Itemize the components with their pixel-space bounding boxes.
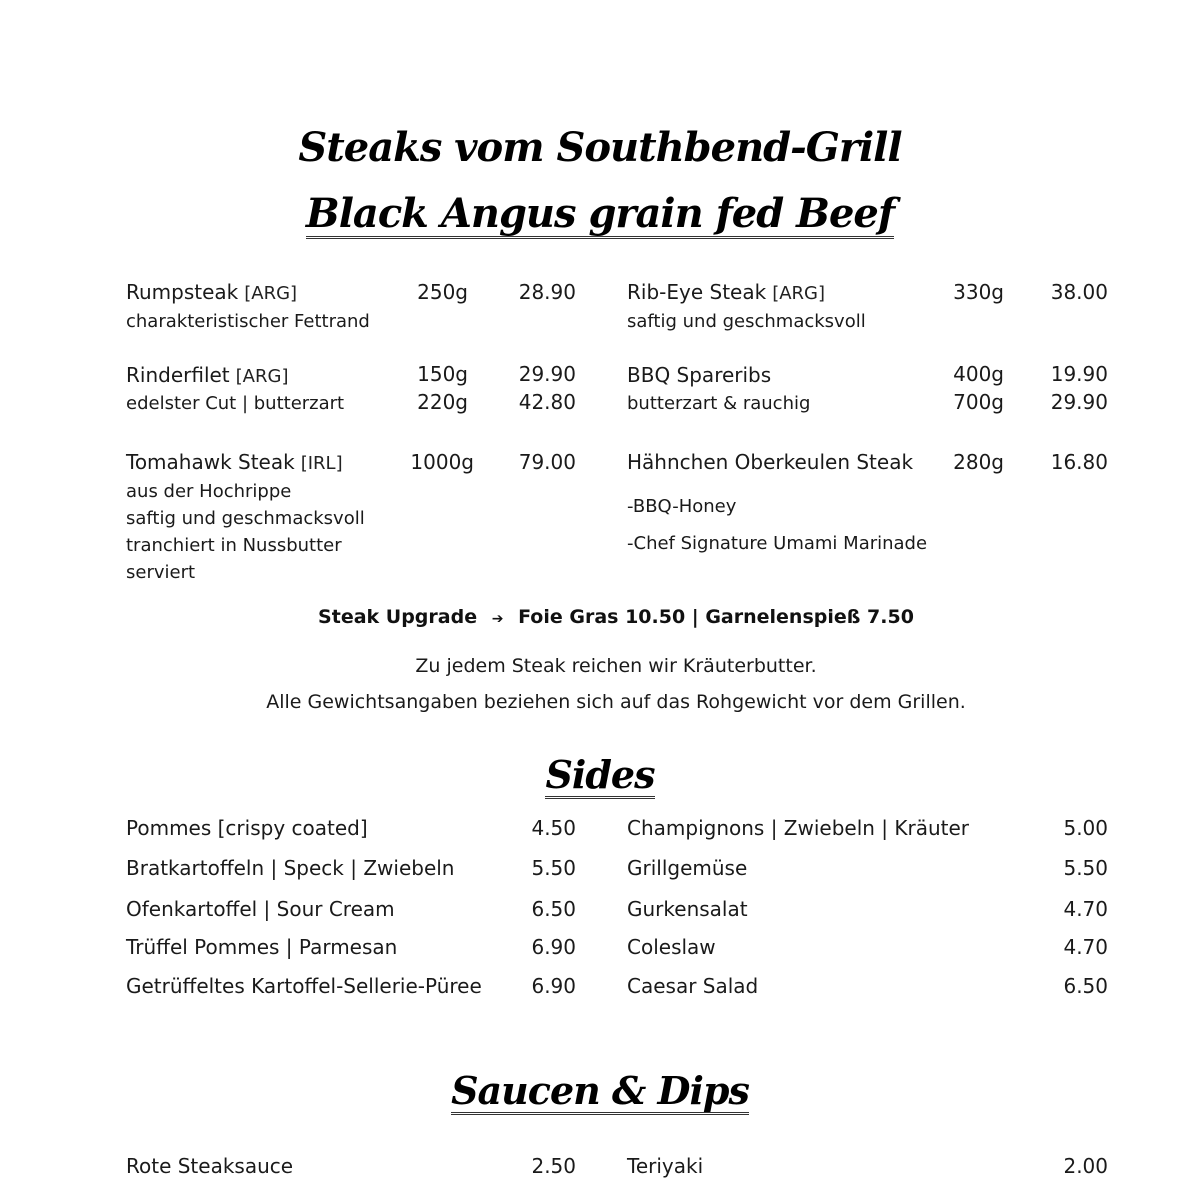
origin-tag: [ARG] xyxy=(772,283,826,304)
item-description: saftig und geschmacksvoll xyxy=(627,311,866,332)
marinade-option: -Chef Signature Umami Marinade xyxy=(627,533,928,554)
item-price: 42.80 xyxy=(518,390,576,414)
side-item-name: Getrüffeltes Kartoffel-Sellerie-Püree xyxy=(126,974,482,998)
steak-rinderfilet xyxy=(126,363,288,387)
item-description-line: tranchiert in Nussbutter xyxy=(126,535,342,556)
side-item-price: 6.50 xyxy=(1063,974,1108,998)
item-weight: 400g xyxy=(953,362,1004,386)
side-item-price: 6.90 xyxy=(531,974,576,998)
side-item-name: Bratkartoffeln | Speck | Zwiebeln xyxy=(126,856,455,880)
item-weight: 250g xyxy=(417,280,468,304)
note-kraeuterbutter: Zu jedem Steak reichen wir Kräuterbutter. xyxy=(415,655,817,677)
side-item-price: 5.50 xyxy=(531,856,576,880)
side-item-price: 4.70 xyxy=(1063,897,1108,921)
item-description-line: aus der Hochrippe xyxy=(126,481,292,502)
sauce-item-name: Teriyaki xyxy=(627,1154,704,1178)
item-description: edelster Cut | butterzart xyxy=(126,393,345,414)
item-weight: 330g xyxy=(953,280,1004,304)
upgrade-options: Foie Gras 10.50 | Garnelenspieß 7.50 xyxy=(518,606,914,628)
menu-subtitle xyxy=(0,190,1200,239)
steak-tomahawk xyxy=(126,450,343,474)
sides-heading xyxy=(0,752,1200,799)
side-item-name: Pommes [crispy coated] xyxy=(126,816,368,840)
sauce-item-name: Rote Steaksauce xyxy=(126,1154,294,1178)
side-item-price: 6.90 xyxy=(531,935,576,959)
side-item-price: 4.70 xyxy=(1063,935,1108,959)
origin-tag: [ARG] xyxy=(235,366,289,387)
item-description-line: saftig und geschmacksvoll xyxy=(126,508,365,529)
side-item-name: Caesar Salad xyxy=(627,974,759,998)
menu-title-text: Steaks vom Southbend-Grill xyxy=(298,124,902,171)
side-item-name: Gurkensalat xyxy=(627,897,748,921)
saucen-heading-text: Saucen & Dips xyxy=(451,1068,749,1113)
item-name: Rib-Eye Steak xyxy=(627,280,767,304)
sauce-item-price: 2.50 xyxy=(531,1154,576,1178)
item-description: butterzart & rauchig xyxy=(627,393,811,414)
item-price: 29.90 xyxy=(1050,390,1108,414)
steak-upgrade-line xyxy=(16,606,1200,628)
saucen-heading xyxy=(0,1068,1200,1115)
steak-rumpsteak xyxy=(126,280,297,304)
note-gewicht: Alle Gewichtsangaben beziehen sich auf das Rohgewicht vor dem Grillen. xyxy=(266,691,966,713)
side-item-price: 4.50 xyxy=(531,816,576,840)
item-price: 79.00 xyxy=(518,450,576,474)
item-price: 16.80 xyxy=(1050,450,1108,474)
side-item-name: Coleslaw xyxy=(627,935,716,959)
origin-tag: [IRL] xyxy=(300,453,343,474)
menu-title xyxy=(0,124,1200,171)
marinade-option: -BBQ-Honey xyxy=(627,496,737,517)
item-weight: 280g xyxy=(953,450,1004,474)
side-item-name: Grillgemüse xyxy=(627,856,748,880)
side-item-price: 6.50 xyxy=(531,897,576,921)
item-description-line: serviert xyxy=(126,562,196,583)
sauce-item-price: 2.00 xyxy=(1063,1154,1108,1178)
arrow-right-icon: ➔ xyxy=(491,611,504,627)
steak-spareribs-name: BBQ Spareribs xyxy=(627,363,772,387)
item-description: charakteristischer Fettrand xyxy=(126,311,370,332)
sides-heading-text: Sides xyxy=(545,752,655,797)
steak-haehnchen-name: Hähnchen Oberkeulen Steak xyxy=(627,450,914,474)
side-item-price: 5.00 xyxy=(1063,816,1108,840)
item-price: 29.90 xyxy=(518,362,576,386)
upgrade-label: Steak Upgrade xyxy=(318,606,478,628)
item-price: 38.00 xyxy=(1050,280,1108,304)
item-name: Tomahawk Steak xyxy=(126,450,295,474)
item-name: Rinderfilet xyxy=(126,363,230,387)
item-weight: 150g xyxy=(417,362,468,386)
item-price: 28.90 xyxy=(518,280,576,304)
side-item-name: Ofenkartoffel | Sour Cream xyxy=(126,897,395,921)
item-name: Rumpsteak xyxy=(126,280,239,304)
side-item-name: Champignons | Zwiebeln | Kräuter xyxy=(627,816,970,840)
side-item-price: 5.50 xyxy=(1063,856,1108,880)
item-weight: 700g xyxy=(953,390,1004,414)
steak-ribeye xyxy=(627,280,825,304)
menu-subtitle-text: Black Angus grain fed Beef xyxy=(305,190,895,237)
item-weight: 220g xyxy=(417,390,468,414)
item-price: 19.90 xyxy=(1050,362,1108,386)
side-item-name: Trüffel Pommes | Parmesan xyxy=(126,935,398,959)
item-weight: 1000g xyxy=(410,450,474,474)
origin-tag: [ARG] xyxy=(244,283,298,304)
